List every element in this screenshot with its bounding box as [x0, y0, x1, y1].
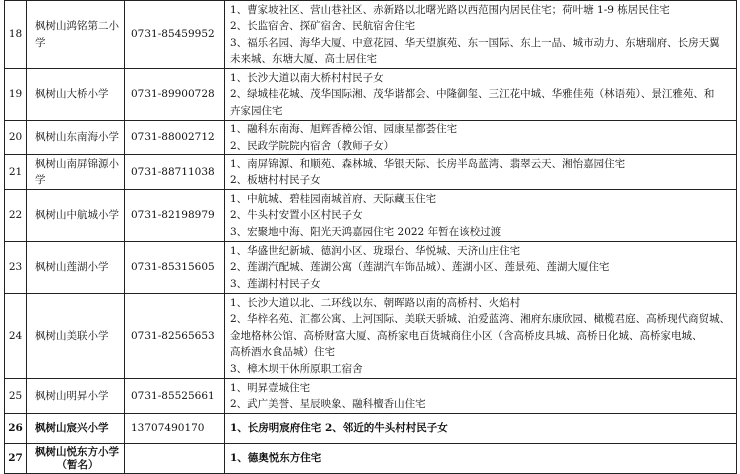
area-line: 3、樟木坝干休所原职工宿舍 — [230, 362, 363, 375]
area-line: 3、宏聚地中海、阳光天鸿嘉园住宅 2022 年暂在该校过渡 — [230, 225, 502, 238]
table-row — [5, 294, 737, 379]
phone-number: 0731-82198979 — [125, 190, 225, 242]
school-name — [27, 444, 125, 474]
school-name: 枫树山莲湖小学 — [27, 242, 125, 294]
table-row — [5, 414, 737, 444]
school-district-table — [4, 0, 737, 474]
school-name: 枫树山大桥小学 — [27, 69, 125, 121]
enrollment-area — [225, 242, 737, 294]
phone-number: 0731-85315605 — [125, 242, 225, 294]
school-name-note: （暂名） — [56, 458, 99, 471]
phone-number: 0731-85459952 — [125, 1, 225, 69]
table-row — [5, 242, 737, 294]
enrollment-area — [225, 379, 737, 414]
row-number: 27 — [5, 444, 27, 474]
enrollment-area — [225, 190, 737, 242]
row-number: 22 — [5, 190, 27, 242]
school-name: 枫树山南屏锦源小学 — [27, 155, 125, 190]
area-line: 2、绿城桂花城、茂华国际湘、茂华谐都会、中隆御玺、三江花中城、华雅佳苑（林语苑）、景江雅苑、和 — [230, 88, 715, 101]
area-line: 2、武广美誉、星辰映象、融科檀香山住宅 — [230, 398, 426, 410]
enrollment-area — [225, 444, 737, 474]
school-name: 枫树山美联小学 — [27, 294, 125, 379]
area-line: 未来城、东塘大厦、高士居住宅 — [230, 53, 377, 65]
area-line: 金地格林公馆、高桥财富大厦、高桥家电百货城商住小区（含高桥皮具城、高桥日化城、高桥家电城、 — [230, 329, 703, 342]
area-line: 1、长沙大道以南大桥村村民子女 — [230, 71, 384, 84]
school-name: 枫树山中航城小学 — [27, 190, 125, 242]
phone-number: 0731-88002712 — [125, 121, 225, 155]
row-number: 26 — [5, 414, 27, 444]
enrollment-area — [225, 414, 737, 444]
area-line: 2、华梓名苑、汇都公寓、上河国际、美联天骄城、泊爱蓝湾、湘府东康欣园、橄榄君庭、高桥现代商贸城、 — [230, 313, 731, 326]
area-line: 2、板塘村村民子女 — [230, 174, 321, 186]
phone-number: 0731-85525661 — [125, 379, 225, 414]
area-line: 1、长沙大道以北、二环线以东、朝晖路以南的高桥村、火焰村 — [230, 296, 521, 309]
area-line: 2、长监宿舍、探矿宿舍、民航宿舍住宅 — [230, 20, 416, 32]
school-district-table-wrapper — [4, 0, 736, 474]
phone-number: 13707490170 — [125, 414, 225, 444]
school-name: 枫树山东南海小学 — [27, 121, 125, 155]
area-line: 2、莲湖汽配城、莲湖公寓（莲湖汽车饰品城）、莲湖小区、莲景苑、莲湖大厦住宅 — [230, 261, 610, 274]
table-row — [5, 1, 737, 69]
area-line: 1、曹家坡社区、营山巷社区、赤新路以北曙光路以西范围内居民住宅；荷叶塘 1-9 栋居民住宅 — [230, 3, 670, 16]
table-row — [5, 379, 737, 414]
phone-number: 0731-82565653 — [125, 294, 225, 379]
area-line: 3、福乐名园、海华大厦、中意花园、华天望旗苑、东一国际、东上一品、城市动力、东塘瑞府、长房天翼 — [230, 36, 720, 49]
school-name: 枫树山明昇小学 — [27, 379, 125, 414]
row-number: 25 — [5, 379, 27, 414]
area-line: 1、融科东南海、旭辉香樟公馆、园康星都荟住宅 — [230, 123, 458, 135]
phone-number — [125, 444, 225, 474]
table-row — [5, 444, 737, 474]
enrollment-area — [225, 1, 737, 69]
row-number: 20 — [5, 121, 27, 155]
area-line: 卉家园住宅 — [230, 104, 283, 117]
area-line: 1、华盛世纪新城、德润小区、珑璟台、华悦城、天济山庄住宅 — [230, 244, 521, 257]
phone-number: 0731-88711038 — [125, 155, 225, 190]
area-line: 高桥酒水食品城）住宅 — [230, 346, 335, 359]
area-line: 2、牛头村安置小区村民子女 — [230, 209, 363, 222]
area-line: 3、莲湖村村民子女 — [230, 277, 321, 290]
phone-number: 0731-89900728 — [125, 69, 225, 121]
area-line: 2、民政学院院内宿舍（教师子女） — [230, 139, 395, 152]
area-line: 1、南屏锦源、和顺苑、森林城、华银天际、长房半岛蓝湾、翡翠云天、湘怡嘉园住宅 — [230, 157, 626, 170]
row-number: 24 — [5, 294, 27, 379]
row-number: 21 — [5, 155, 27, 190]
area-line: 1、长房明宸府住宅 2、邻近的牛头村村民子女 — [230, 422, 448, 435]
table-row — [5, 121, 737, 155]
enrollment-area — [225, 121, 737, 155]
table-row — [5, 69, 737, 121]
area-line: 1、中航城、碧桂园南城首府、天际藏玉住宅 — [230, 192, 437, 205]
enrollment-area — [225, 155, 737, 190]
row-number: 19 — [5, 69, 27, 121]
school-name: 枫树山宸兴小学 — [27, 414, 125, 444]
area-line: 1、明昇壹城住宅 — [230, 381, 311, 394]
row-number: 23 — [5, 242, 27, 294]
table-row — [5, 155, 737, 190]
school-name: 枫树山鸿铭第二小学 — [27, 1, 125, 69]
area-line: 1、德奥悦东方住宅 — [230, 452, 322, 465]
row-number: 18 — [5, 1, 27, 69]
school-name-main: 枫树山悦东方小学 — [35, 445, 119, 458]
enrollment-area — [225, 294, 737, 379]
table-row — [5, 190, 737, 242]
enrollment-area — [225, 69, 737, 121]
